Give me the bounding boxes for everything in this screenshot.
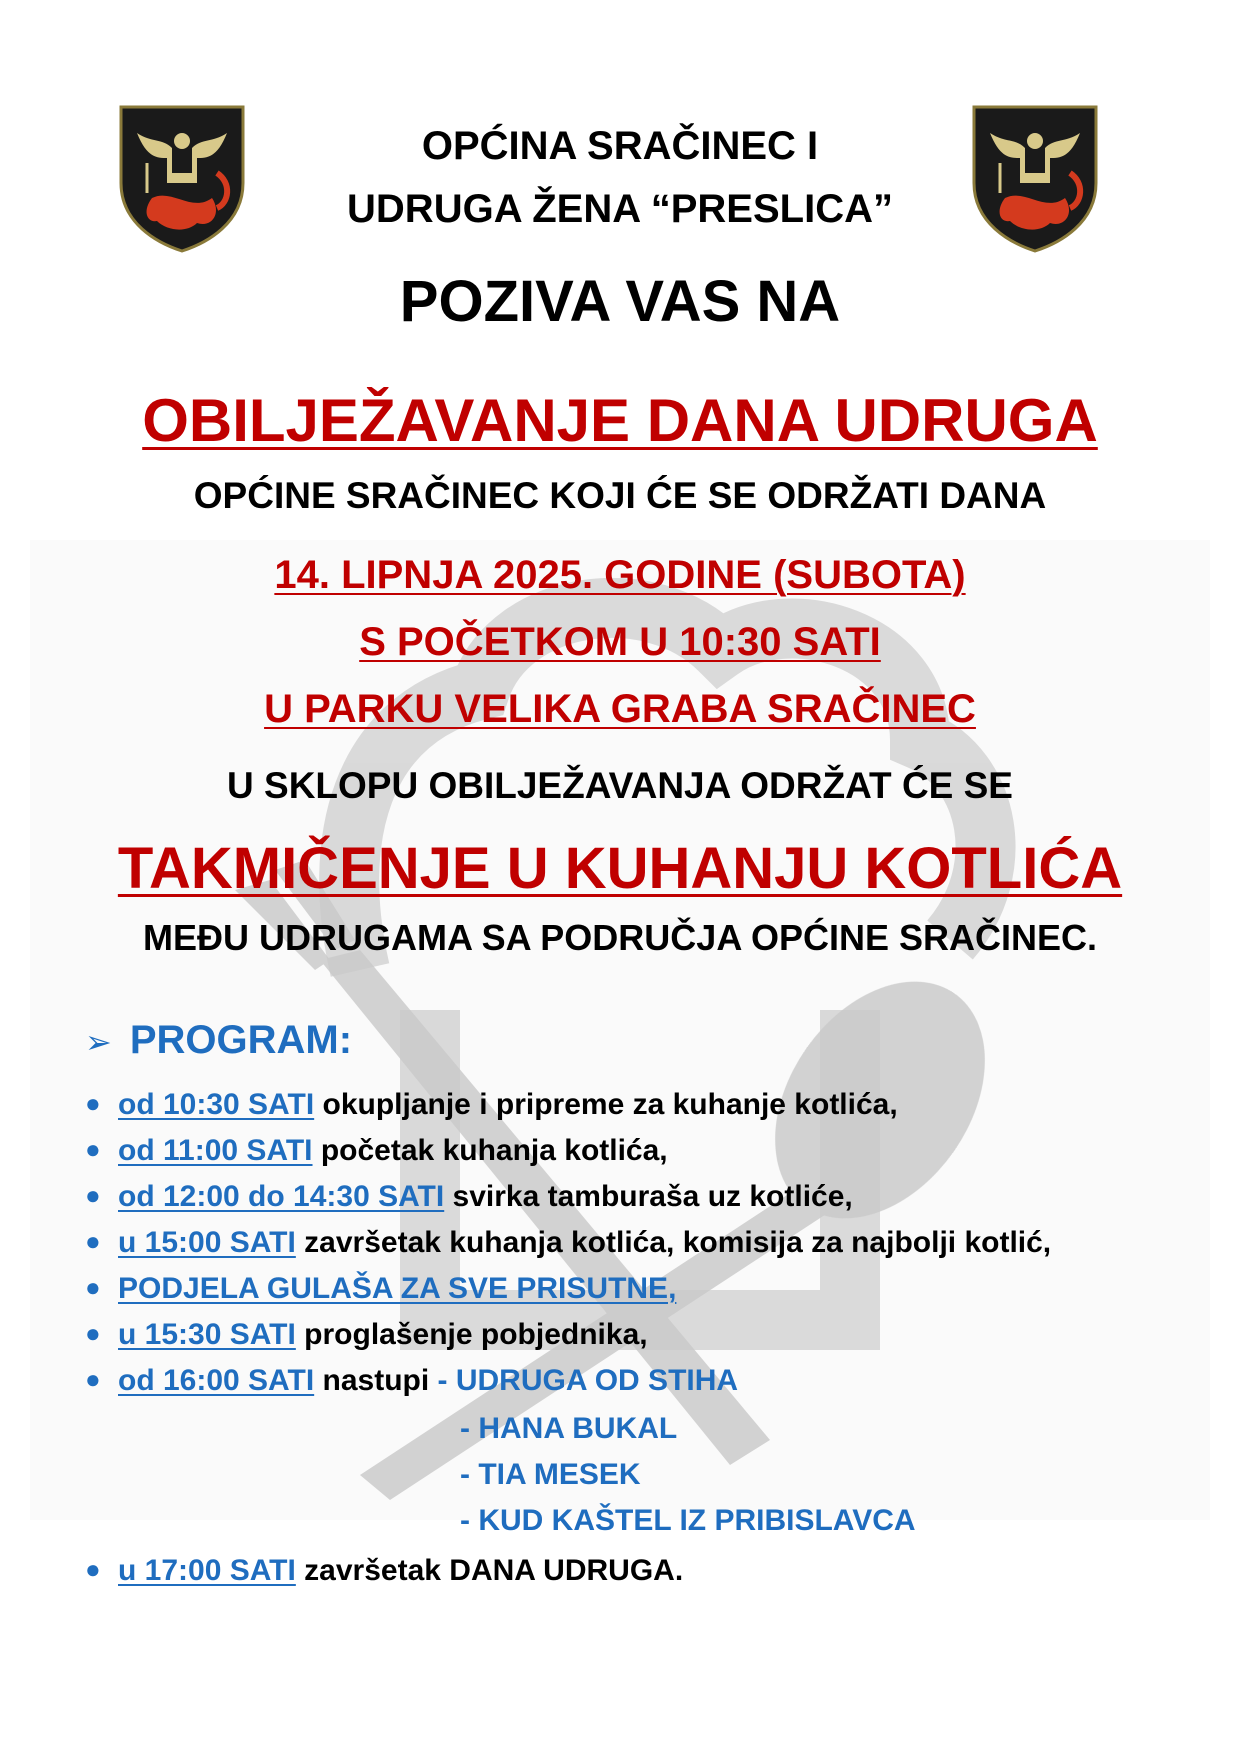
program-list	[85, 1088, 1225, 1410]
program-time[interactable]: od 10:30 SATI	[118, 1088, 315, 1121]
bullet-dot-icon: ●	[85, 1134, 101, 1164]
bullet-dot-icon: ●	[85, 1088, 101, 1118]
program-item	[85, 1088, 1225, 1134]
program-time[interactable]: u 15:00 SATI	[118, 1226, 296, 1259]
program-item	[85, 1364, 1225, 1410]
program-text: svirka tamburaša uz kotliće,	[444, 1180, 853, 1213]
performer: - TIA MESEK	[460, 1458, 641, 1491]
performer: - HANA BUKAL	[460, 1412, 678, 1445]
event-location: U PARKU VELIKA GRABA SRAČINEC	[264, 687, 976, 731]
program-item	[85, 1554, 1225, 1600]
bullet-dot-icon: ●	[85, 1180, 101, 1210]
program-list-end	[85, 1554, 1225, 1600]
program-heading: ➢ PROGRAM:	[85, 1018, 353, 1062]
event-within: U SKLOPU OBILJEŽAVANJA ODRŽAT ĆE SE	[227, 765, 1013, 806]
invitation-heading: POZIVA VAS NA	[399, 269, 841, 334]
event-title: OBILJEŽAVANJE DANA UDRUGA	[142, 387, 1098, 454]
program-text: početak kuhanja kotlića,	[312, 1134, 668, 1167]
event-start-time: S POČETKOM U 10:30 SATI	[359, 620, 881, 664]
bullet-dot-icon: ●	[85, 1364, 101, 1394]
arrow-bullet-icon: ➢	[85, 1024, 112, 1060]
program-item	[85, 1272, 1225, 1318]
competition-title: TAKMIČENJE U KUHANJU KOTLIĆA	[117, 836, 1123, 901]
performer: - UDRUGA OD STIHA	[437, 1364, 739, 1397]
program-item	[85, 1226, 1225, 1272]
program-text: nastupi	[314, 1364, 438, 1397]
program-time[interactable]: od 16:00 SATI	[118, 1364, 315, 1397]
bullet-dot-icon: ●	[85, 1318, 101, 1348]
program-time[interactable]: u 17:00 SATI	[118, 1554, 296, 1587]
program-item	[85, 1318, 1225, 1364]
program-time[interactable]: od 12:00 do 14:30 SATI	[118, 1180, 445, 1213]
program-text: završetak DANA UDRUGA.	[295, 1554, 684, 1587]
program-item	[85, 1180, 1225, 1226]
event-subtitle: OPĆINE SRAČINEC KOJI ĆE SE ODRŽATI DANA	[193, 475, 1047, 516]
competition-participants: MEĐU UDRUGAMA SA PODRUČJA OPĆINE SRAČINEC.	[142, 917, 1098, 958]
program-text: završetak kuhanja kotlića, komisija za najbolji kotlić,	[295, 1226, 1052, 1259]
bullet-dot-icon: ●	[85, 1272, 101, 1302]
program-highlight[interactable]: PODJELA GULAŠA ZA SVE PRISUTNE,	[118, 1272, 677, 1305]
performer: - KUD KAŠTEL IZ PRIBISLAVCA	[460, 1504, 916, 1537]
program-time[interactable]: od 11:00 SATI	[118, 1134, 313, 1167]
bullet-dot-icon: ●	[85, 1226, 101, 1256]
program-item	[85, 1134, 1225, 1180]
program-text: okupljanje i pripreme za kuhanje kotlića,	[314, 1088, 898, 1121]
organizer-line-1: OPĆINA SRAČINEC I	[421, 124, 819, 168]
program-time[interactable]: u 15:30 SATI	[118, 1318, 296, 1351]
event-date: 14. LIPNJA 2025. GODINE (SUBOTA)	[274, 553, 966, 597]
program-text: proglašenje pobjednika,	[295, 1318, 648, 1351]
organizer-line-2: UDRUGA ŽENA “PRESLICA”	[347, 187, 893, 231]
bullet-dot-icon: ●	[85, 1554, 101, 1584]
